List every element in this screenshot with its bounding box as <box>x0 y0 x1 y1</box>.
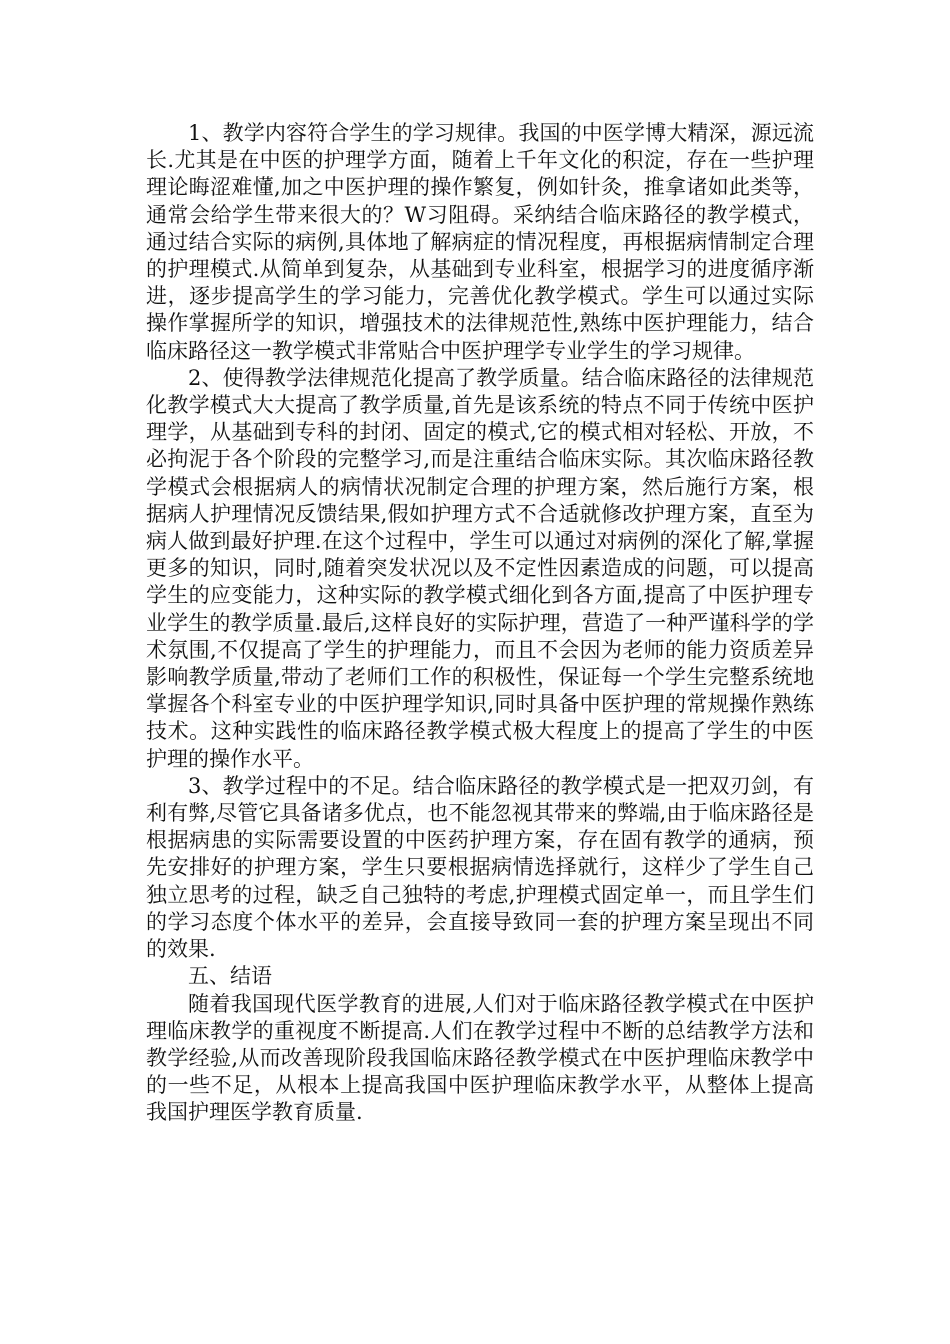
paragraph-shortcomings: 3、教学过程中的不足。结合临床路径的教学模式是一把双刃剑，有利有弊,尽管它具备诸多优点，也不能忽视其带来的弊端,由于临床路径是根据病患的实际需要设置的中医药护理方案，存在固有教学的通病，预先安排好的护理方案，学生只要根据病情选择就行，这样少了学生自己独立思考的过程，缺乏自己独特的考虑,护理模式固定单一，而且学生们的学习态度个体水平的差异，会直接导致同一套的护理方案呈现出不同的效果. <box>146 773 814 962</box>
paragraph-teaching-content: 1、教学内容符合学生的学习规律。我国的中医学博大精深，源远流长.尤其是在中医的护理学方面，随着上千年文化的积淀，存在一些护理理论晦涩难懂,加之中医护理的操作繁复，例如针灸，推拿诸如此类等，通常会给学生带来很大的？W习阻碍。采纳结合临床路径的教学模式，通过结合实际的病例,具体地了解病症的情况程度，再根据病情制定合理的护理模式.从简单到复杂，从基础到专业科室，根据学习的进度循序渐进，逐步提高学生的学习能力，完善优化教学模式。学生可以通过实际操作掌握所学的知识，增强技术的法律规范性,熟练中医护理能力，结合临床路径这一教学模式非常贴合中医护理学专业学生的学习规律。 <box>146 121 814 363</box>
document-body <box>146 120 814 1127</box>
paragraph-conclusion: 随着我国现代医学教育的进展,人们对于临床路径教学模式在中医护理临床教学的重视度不断提高.人们在教学过程中不断的总结教学方法和教学经验,从而改善现阶段我国临床路径教学模式在中医护理临床教学中的一些不足，从根本上提高我国中医护理临床教学水平，从整体上提高我国护理医学教育质量. <box>146 991 814 1125</box>
section-heading-conclusion: 五、结语 <box>188 964 272 989</box>
paragraph-teaching-quality: 2、使得教学法律规范化提高了教学质量。结合临床路径的法律规范化教学模式大大提高了教学质量,首先是该系统的特点不同于传统中医护理学，从基础到专科的封闭、固定的模式,它的模式相对轻松、开放，不必拘泥于各个阶段的完整学习,而是注重结合临床实际。其次临床路径教学模式会根据病人的病情状况制定合理的护理方案，然后施行方案，根据病人护理情况反馈结果,假如护理方式不合适就修改护理方案，直至为病人做到最好护理.在这个过程中，学生可以通过对病例的深化了解,掌握更多的知识，同时,随着突发状况以及不定性因素造成的问题，可以提高学生的应变能力，这种实际的教学模式细化到各方面,提高了中医护理专业学生的教学质量.最后,这样良好的实际护理，营造了一种严谨科学的学术氛围,不仅提高了学生的护理能力，而且不会因为老师的能力资质差异影响教学质量,带动了老师们工作的积极性，保证每一个学生完整系统地掌握各个科室专业的中医护理学知识,同时具备中医护理的常规操作熟练技术。这种实践性的临床路径教学模式极大程度上的提高了学生的中医护理的操作水平。 <box>146 365 814 771</box>
